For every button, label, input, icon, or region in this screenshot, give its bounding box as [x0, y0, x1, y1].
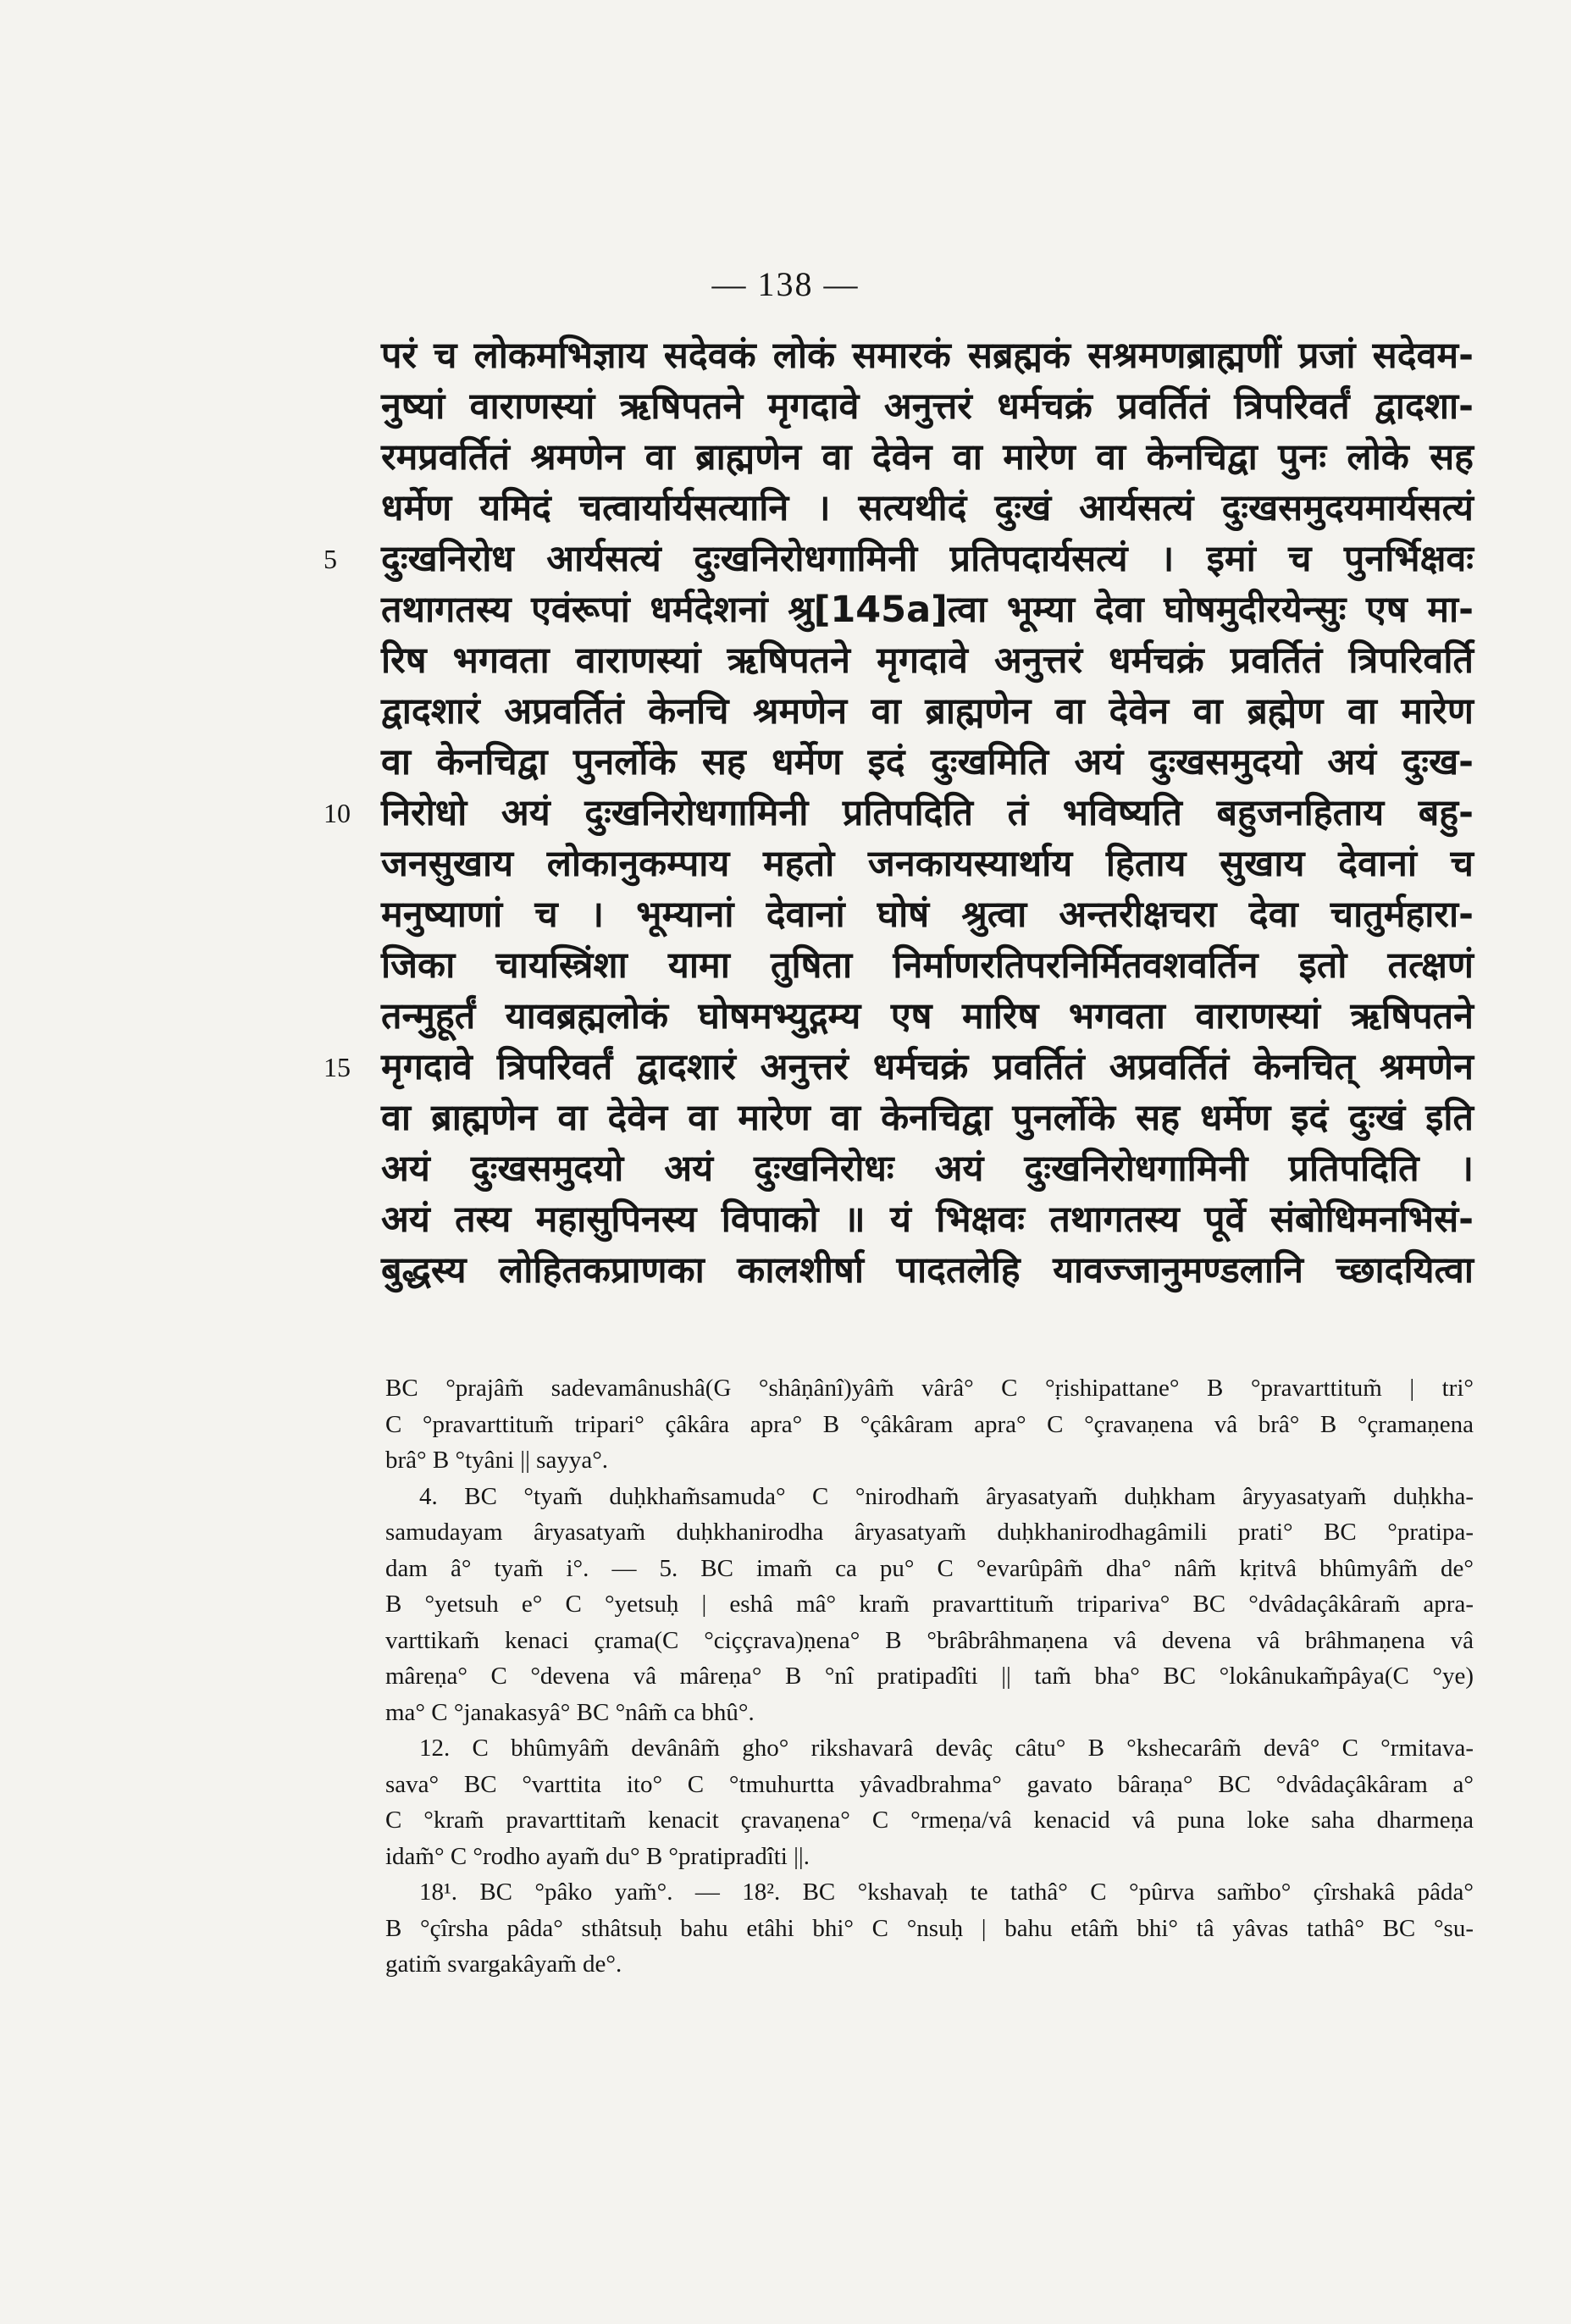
line-text: निरोधो अयं दुःखनिरोधगामिनी प्रतिपदिति तं भविष्यति बहुजनहिताय बहु- [381, 792, 1474, 834]
text-line [381, 1093, 1474, 1143]
footnote-line: mâreṇa° C °devena vâ mâreṇa° B °nî pratipadîti || tam̃ bha° BC °lokânukam̃pâya(C °ye) [385, 1663, 1474, 1690]
footnote-line: 4. BC °tyam̃ duḥkham̃samuda° C °nirodham̃ âryasatyam̃ duḥkham âryyasatyam̃ duḥkha- [419, 1482, 1474, 1510]
footnote-line: B °yetsuh e° C °yetsuḥ | eshâ mâ° kram̃ pravarttitum̃ tripariva° BC °dvâdaçâkâram̃ apra- [385, 1591, 1474, 1618]
footnote-line: idam̃° C °rodho ayam̃ du° B °pratipradîti ||. [385, 1842, 810, 1870]
footnote-line: gatim̃ svargakâyam̃ de°. [385, 1951, 622, 1978]
footnote-line: C °pravarttitum̃ tripari° çâkâra apra° B °çâkâram apra° C °çravaṇena vâ brâ° B °çramaṇena [385, 1410, 1474, 1438]
footnote-line: C °kram̃ pravarttitam̃ kenacit çravaṇena° C °rmeṇa/vâ kenacid vâ puna loke saha dharmeṇa [385, 1807, 1474, 1834]
text-line [324, 788, 1474, 838]
line-text: बुद्धस्य लोहितकप्राणका कालशीर्षा पादतलेहि यावज्जानुमण्डलानि च्छादयित्वा [381, 1249, 1474, 1292]
line-text: नुष्यां वाराणस्यां ऋषिपतने मृगदावे अनुत्तरं धर्मचक्रं प्रवर्तितं त्रिपरिवर्तं द्वादशा- [381, 385, 1474, 428]
line-text: तन्मुहूर्तं यावब्रह्मलोकं घोषमभ्युद्गम्य एष मारिष भगवता वाराणस्यां ऋषिपतने [381, 995, 1474, 1038]
line-text: अयं दुःखसमुदयो अयं दुःखनिरोधः अयं दुःखनिरोधगामिनी प्रतिपदिति । [381, 1148, 1474, 1190]
footnote-line: 12. C bhûmyâm̃ devânâm̃ gho° rikshavarâ devâç câtu° B °kshecarâm̃ devâ° C °rmitava- [419, 1735, 1474, 1762]
text-line [381, 686, 1474, 737]
line-text: रमप्रवर्तितं श्रमणेन वा ब्राह्मणेन वा देवेन वा मारेण वा केनचिद्वा पुनः लोके सह [381, 436, 1474, 479]
footnote-line: samudayam âryasatyam̃ duḥkhanirodha âryasatyam̃ duḥkhanirodhagâmili prati° BC °pratipa- [385, 1519, 1474, 1546]
line-number: 5 [324, 544, 337, 574]
line-text: जिका चायस्त्रिंशा यामा तुषिता निर्माणरतिपरनिर्मितवशवर्तिन इतो तत्क्षणं [381, 944, 1474, 987]
text-line [381, 432, 1474, 483]
text-line [381, 737, 1474, 788]
line-text: द्वादशारं अप्रवर्तितं केनचि श्रमणेन वा ब्राह्मणेन वा देवेन वा ब्रह्मेण वा मारेण [381, 690, 1474, 733]
text-line [381, 1143, 1474, 1194]
text-line [381, 838, 1474, 889]
text-line [381, 635, 1474, 686]
text-line [324, 534, 1474, 584]
text-line [324, 1042, 1474, 1093]
footnote-line: B °çîrsha pâda° sthâtsuḥ bahu etâhi bhi° C °nsuḥ | bahu etâm̃ bhi° tâ yâvas tathâ° BC °su- [385, 1914, 1474, 1942]
sanskrit-text-block [324, 330, 1474, 1296]
line-text: धर्मेण यमिदं चत्वार्यार्यसत्यानि । सत्यथीदं दुःखं आर्यसत्यं दुःखसमुदयमार्यसत्यं [381, 487, 1474, 529]
text-line [381, 330, 1474, 381]
line-text: मनुष्याणां च । भूम्यानां देवानां घोषं श्रुत्वा अन्तरीक्षचरा देवा चातुर्महारा- [381, 894, 1474, 936]
text-line [381, 1245, 1474, 1296]
text-line [381, 381, 1474, 432]
footnote-line: sava° BC °varttita ito° C °tmuhurtta yâvadbrahma° gavato bâraṇa° BC °dvâdaçâkâram a° [385, 1770, 1474, 1798]
text-line [381, 584, 1474, 635]
footnote-line: dam â° tyam̃ i°. — 5. BC imam̃ ca pu° C °evarûpâm̃ dha° nâm̃ kṛitvâ bhûmyâm̃ de° [385, 1554, 1474, 1582]
line-text: मृगदावे त्रिपरिवर्तं द्वादशारं अनुत्तरं धर्मचक्रं प्रवर्तितं अप्रवर्तितं केनचित् श्रमणेन [381, 1046, 1474, 1088]
footnote-line: brâ° B °tyâni || sayya°. [385, 1447, 609, 1474]
line-text: परं च लोकमभिज्ञाय सदेवकं लोकं समारकं सब्रह्मकं सश्रमणब्राह्मणीं प्रजां सदेवम- [381, 335, 1474, 377]
line-text: अयं तस्य महासुपिनस्य विपाको ॥ यं भिक्षवः तथागतस्य पूर्वे संबोधिमनभिसं- [381, 1198, 1474, 1241]
line-text: दुःखनिरोध आर्यसत्यं दुःखनिरोधगामिनी प्रतिपदार्यसत्यं । इमां च पुनर्भिक्षवः [381, 538, 1474, 580]
line-text: रिष भगवता वाराणस्यां ऋषिपतने मृगदावे अनुत्तरं धर्मचक्रं प्रवर्तितं त्रिपरिवर्ति [381, 639, 1474, 682]
line-text: जनसुखाय लोकानुकम्पाय महतो जनकायस्यार्थाय हिताय सुखाय देवानां च [381, 843, 1474, 885]
line-text: तथागतस्य एवंरूपां धर्मदेशनां श्रु[145a]त्वा भूम्या देवा घोषमुदीरयेन्सुः एष मा- [381, 589, 1474, 631]
line-number: 15 [324, 1052, 351, 1082]
text-line [381, 889, 1474, 940]
line-text: वा ब्राह्मणेन वा देवेन वा मारेण वा केनचिद्वा पुनर्लोके सह धर्मेण इदं दुःखं इति [381, 1097, 1474, 1139]
footnote-line: varttikam̃ kenaci çrama(C °ciççrava)ṇena° B °brâbrâhmaṇena vâ devena vâ brâhmaṇena vâ [385, 1626, 1474, 1654]
line-number: 10 [324, 798, 351, 828]
text-line [381, 940, 1474, 991]
text-line [381, 1194, 1474, 1245]
line-text: वा केनचिद्वा पुनर्लोके सह धर्मेण इदं दुःखमिति अयं दुःखसमुदयो अयं दुःख- [381, 741, 1474, 783]
footnote-line: 18¹. BC °pâko yam̃°. — 18². BC °kshavaḥ te tathâ° C °pûrva sam̃bo° çîrshakâ pâda° [419, 1879, 1474, 1906]
text-line [381, 991, 1474, 1042]
footnotes-block [385, 1370, 1474, 1983]
page-number: — 138 — [711, 265, 860, 303]
text-line [381, 483, 1474, 534]
footnote-line: ma° C °janakasyâ° BC °nâm̃ ca bhû°. [385, 1698, 755, 1726]
footnote-line: BC °prajâm̃ sadevamânushâ(G °shâṇânî)yâm̃ vârâ° C °ṛishipattane° B °pravarttitum̃ | tri° [385, 1375, 1474, 1402]
